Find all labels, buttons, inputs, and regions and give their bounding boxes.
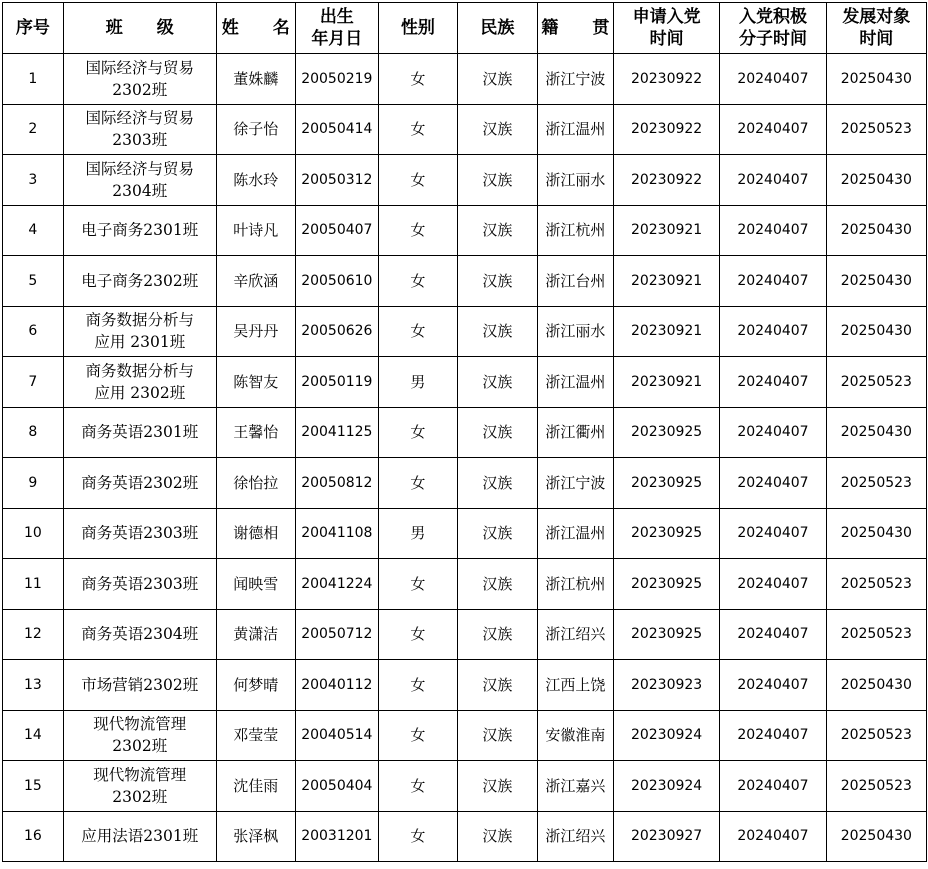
cell-no: 7: [3, 357, 64, 408]
cell-gender: 女: [378, 660, 457, 711]
table-row: [3, 357, 927, 408]
cell-birth: 20050312: [295, 155, 378, 206]
header-candidate: [826, 3, 926, 54]
cell-name: 吴丹丹: [216, 306, 295, 357]
cell-origin: 浙江台州: [537, 256, 613, 307]
table-row: [3, 407, 927, 458]
cell-candidate-date: 20250430: [826, 407, 926, 458]
cell-activist-date: 20240407: [720, 609, 826, 660]
header-class-label: 班 级: [105, 18, 174, 38]
cell-apply-date: 20230924: [613, 761, 719, 812]
header-apply-line1: 申请入党: [632, 7, 701, 27]
cell-name: 王馨怡: [216, 407, 295, 458]
cell-name: 闻映雪: [216, 559, 295, 610]
cell-origin: 浙江嘉兴: [537, 761, 613, 812]
cell-candidate-date: 20250523: [826, 609, 926, 660]
cell-class: [63, 357, 216, 408]
cell-birth: 20040112: [295, 660, 378, 711]
cell-activist-date: 20240407: [720, 104, 826, 155]
cell-class-line: 商务英语2303班: [81, 574, 199, 593]
table-row: [3, 508, 927, 559]
cell-ethnicity: 汉族: [457, 609, 537, 660]
cell-no: 9: [3, 458, 64, 509]
header-name-label: 姓 名: [221, 18, 290, 38]
table-row: [3, 559, 927, 610]
cell-gender: 女: [378, 710, 457, 761]
header-class: [63, 3, 216, 54]
cell-no: 13: [3, 660, 64, 711]
header-activist-line1: 入党积极: [738, 7, 807, 27]
cell-activist-date: 20240407: [720, 54, 826, 105]
header-candidate-line2: 时间: [859, 29, 894, 49]
cell-origin: 浙江杭州: [537, 559, 613, 610]
cell-no: 16: [3, 811, 64, 862]
cell-ethnicity: 汉族: [457, 54, 537, 105]
cell-candidate-date: 20250430: [826, 54, 926, 105]
cell-class-line: 电子商务2302班: [81, 271, 199, 290]
cell-origin: 浙江丽水: [537, 155, 613, 206]
header-birth-line1: 出生: [319, 7, 354, 27]
cell-name: 谢德相: [216, 508, 295, 559]
cell-no: 10: [3, 508, 64, 559]
cell-candidate-date: 20250430: [826, 811, 926, 862]
cell-apply-date: 20230925: [613, 458, 719, 509]
cell-birth: 20050610: [295, 256, 378, 307]
cell-class-line: 应用 2302班: [94, 383, 186, 402]
header-gender: [378, 3, 457, 54]
cell-origin: 江西上饶: [537, 660, 613, 711]
cell-birth: 20031201: [295, 811, 378, 862]
cell-no: 4: [3, 205, 64, 256]
cell-activist-date: 20240407: [720, 559, 826, 610]
cell-ethnicity: 汉族: [457, 407, 537, 458]
cell-class-line: 现代物流管理: [93, 765, 187, 784]
cell-name: 徐子怡: [216, 104, 295, 155]
cell-origin: 浙江宁波: [537, 458, 613, 509]
table-row: [3, 811, 927, 862]
cell-birth: 20050626: [295, 306, 378, 357]
cell-origin: 浙江绍兴: [537, 811, 613, 862]
cell-ethnicity: 汉族: [457, 205, 537, 256]
cell-class: [63, 54, 216, 105]
cell-activist-date: 20240407: [720, 407, 826, 458]
header-ethnicity-label: 民族: [480, 18, 515, 38]
cell-name: 徐怡拉: [216, 458, 295, 509]
cell-activist-date: 20240407: [720, 357, 826, 408]
cell-activist-date: 20240407: [720, 811, 826, 862]
cell-ethnicity: 汉族: [457, 155, 537, 206]
cell-origin: 安徽淮南: [537, 710, 613, 761]
header-birth-line2: 年月日: [311, 29, 363, 49]
header-no-label: 序号: [15, 18, 50, 38]
cell-class: [63, 306, 216, 357]
cell-no: 2: [3, 104, 64, 155]
cell-candidate-date: 20250430: [826, 155, 926, 206]
header-no: [3, 3, 64, 54]
cell-candidate-date: 20250523: [826, 559, 926, 610]
cell-gender: 男: [378, 357, 457, 408]
cell-class: [63, 761, 216, 812]
cell-birth: 20041108: [295, 508, 378, 559]
cell-no: 5: [3, 256, 64, 307]
cell-apply-date: 20230922: [613, 54, 719, 105]
cell-class-line: 2303班: [112, 131, 168, 150]
cell-ethnicity: 汉族: [457, 710, 537, 761]
cell-candidate-date: 20250523: [826, 710, 926, 761]
cell-activist-date: 20240407: [720, 508, 826, 559]
header-gender-label: 性别: [400, 18, 435, 38]
cell-birth: 20040514: [295, 710, 378, 761]
cell-class-line: 2302班: [112, 737, 168, 756]
cell-apply-date: 20230921: [613, 357, 719, 408]
cell-apply-date: 20230927: [613, 811, 719, 862]
cell-birth: 20041125: [295, 407, 378, 458]
cell-birth: 20050712: [295, 609, 378, 660]
cell-birth: 20041224: [295, 559, 378, 610]
cell-activist-date: 20240407: [720, 660, 826, 711]
cell-class-line: 2302班: [112, 80, 168, 99]
cell-class: [63, 155, 216, 206]
header-origin: [537, 3, 613, 54]
table-row: [3, 710, 927, 761]
header-origin-label: 籍 贯: [541, 18, 610, 38]
cell-gender: 女: [378, 458, 457, 509]
cell-no: 3: [3, 155, 64, 206]
cell-candidate-date: 20250523: [826, 761, 926, 812]
cell-gender: 女: [378, 609, 457, 660]
header-apply-line2: 时间: [649, 29, 684, 49]
cell-gender: 女: [378, 256, 457, 307]
cell-apply-date: 20230925: [613, 508, 719, 559]
cell-class: [63, 811, 216, 862]
cell-class: [63, 508, 216, 559]
cell-candidate-date: 20250523: [826, 458, 926, 509]
cell-class-line: 市场营销2302班: [81, 675, 199, 694]
cell-class-line: 国际经济与贸易: [85, 109, 195, 128]
cell-ethnicity: 汉族: [457, 458, 537, 509]
cell-candidate-date: 20250430: [826, 256, 926, 307]
cell-name: 沈佳雨: [216, 761, 295, 812]
cell-ethnicity: 汉族: [457, 104, 537, 155]
header-activist-line2: 分子时间: [738, 29, 807, 49]
header-candidate-line1: 发展对象: [842, 7, 911, 27]
header-birth: [295, 3, 378, 54]
cell-ethnicity: 汉族: [457, 559, 537, 610]
table-row: [3, 458, 927, 509]
cell-no: 15: [3, 761, 64, 812]
cell-class: [63, 660, 216, 711]
table-row: [3, 306, 927, 357]
table-row: [3, 155, 927, 206]
cell-ethnicity: 汉族: [457, 660, 537, 711]
cell-apply-date: 20230924: [613, 710, 719, 761]
cell-apply-date: 20230921: [613, 306, 719, 357]
cell-class-line: 商务英语2301班: [81, 423, 199, 442]
header-activist: [720, 3, 826, 54]
cell-gender: 女: [378, 407, 457, 458]
cell-birth: 20050812: [295, 458, 378, 509]
cell-ethnicity: 汉族: [457, 508, 537, 559]
cell-class-line: 现代物流管理: [93, 715, 187, 734]
cell-origin: 浙江温州: [537, 508, 613, 559]
cell-gender: 女: [378, 761, 457, 812]
table-row: [3, 54, 927, 105]
cell-activist-date: 20240407: [720, 155, 826, 206]
cell-no: 1: [3, 54, 64, 105]
cell-birth: 20050414: [295, 104, 378, 155]
cell-class-line: 国际经济与贸易: [85, 159, 195, 178]
table-row: [3, 256, 927, 307]
cell-apply-date: 20230922: [613, 104, 719, 155]
cell-class-line: 2304班: [112, 181, 168, 200]
table-row: [3, 104, 927, 155]
cell-name: 陈水玲: [216, 155, 295, 206]
cell-name: 董姝麟: [216, 54, 295, 105]
table-body: [3, 54, 927, 862]
table-row: [3, 205, 927, 256]
cell-origin: 浙江绍兴: [537, 609, 613, 660]
cell-candidate-date: 20250430: [826, 508, 926, 559]
cell-class: [63, 609, 216, 660]
cell-origin: 浙江杭州: [537, 205, 613, 256]
cell-apply-date: 20230921: [613, 256, 719, 307]
cell-candidate-date: 20250523: [826, 357, 926, 408]
header-ethnicity: [457, 3, 537, 54]
cell-apply-date: 20230921: [613, 205, 719, 256]
cell-ethnicity: 汉族: [457, 306, 537, 357]
cell-origin: 浙江温州: [537, 357, 613, 408]
cell-gender: 女: [378, 559, 457, 610]
cell-class: [63, 104, 216, 155]
cell-activist-date: 20240407: [720, 710, 826, 761]
cell-origin: 浙江宁波: [537, 54, 613, 105]
cell-class: [63, 256, 216, 307]
cell-class: [63, 458, 216, 509]
table-row: [3, 609, 927, 660]
cell-activist-date: 20240407: [720, 458, 826, 509]
cell-class-line: 商务数据分析与: [85, 311, 195, 330]
cell-apply-date: 20230925: [613, 559, 719, 610]
cell-name: 黄潇洁: [216, 609, 295, 660]
cell-gender: 女: [378, 54, 457, 105]
cell-no: 6: [3, 306, 64, 357]
cell-apply-date: 20230925: [613, 609, 719, 660]
cell-birth: 20050404: [295, 761, 378, 812]
cell-birth: 20050219: [295, 54, 378, 105]
cell-ethnicity: 汉族: [457, 761, 537, 812]
cell-candidate-date: 20250523: [826, 104, 926, 155]
candidate-table: [2, 2, 927, 862]
cell-birth: 20050407: [295, 205, 378, 256]
table-row: [3, 660, 927, 711]
cell-gender: 女: [378, 104, 457, 155]
cell-candidate-date: 20250430: [826, 660, 926, 711]
cell-no: 11: [3, 559, 64, 610]
cell-apply-date: 20230922: [613, 155, 719, 206]
cell-ethnicity: 汉族: [457, 357, 537, 408]
cell-name: 何梦晴: [216, 660, 295, 711]
cell-class-line: 商务数据分析与: [85, 361, 195, 380]
header-name: [216, 3, 295, 54]
cell-class-line: 电子商务2301班: [81, 221, 199, 240]
cell-name: 张泽枫: [216, 811, 295, 862]
cell-class-line: 应用法语2301班: [81, 827, 199, 846]
cell-ethnicity: 汉族: [457, 256, 537, 307]
cell-name: 陈智友: [216, 357, 295, 408]
cell-class-line: 应用 2301班: [94, 333, 186, 352]
cell-activist-date: 20240407: [720, 306, 826, 357]
cell-gender: 女: [378, 155, 457, 206]
cell-origin: 浙江衢州: [537, 407, 613, 458]
cell-birth: 20050119: [295, 357, 378, 408]
cell-activist-date: 20240407: [720, 205, 826, 256]
cell-class-line: 商务英语2302班: [81, 473, 199, 492]
cell-class: [63, 205, 216, 256]
cell-activist-date: 20240407: [720, 256, 826, 307]
cell-no: 12: [3, 609, 64, 660]
cell-apply-date: 20230925: [613, 407, 719, 458]
cell-class-line: 国际经济与贸易: [85, 58, 195, 77]
cell-no: 14: [3, 710, 64, 761]
table-row: [3, 761, 927, 812]
cell-class: [63, 710, 216, 761]
cell-class-line: 商务英语2303班: [81, 524, 199, 543]
cell-origin: 浙江温州: [537, 104, 613, 155]
header-apply: [613, 3, 719, 54]
cell-gender: 女: [378, 811, 457, 862]
cell-class: [63, 407, 216, 458]
cell-name: 邓莹莹: [216, 710, 295, 761]
cell-class-line: 商务英语2304班: [81, 625, 199, 644]
cell-class: [63, 559, 216, 610]
cell-gender: 女: [378, 306, 457, 357]
cell-name: 叶诗凡: [216, 205, 295, 256]
cell-origin: 浙江丽水: [537, 306, 613, 357]
cell-candidate-date: 20250430: [826, 205, 926, 256]
cell-ethnicity: 汉族: [457, 811, 537, 862]
cell-gender: 男: [378, 508, 457, 559]
cell-no: 8: [3, 407, 64, 458]
cell-activist-date: 20240407: [720, 761, 826, 812]
cell-apply-date: 20230923: [613, 660, 719, 711]
cell-candidate-date: 20250430: [826, 306, 926, 357]
cell-gender: 女: [378, 205, 457, 256]
cell-name: 辛欣涵: [216, 256, 295, 307]
cell-class-line: 2302班: [112, 787, 168, 806]
header-row: [3, 3, 927, 54]
